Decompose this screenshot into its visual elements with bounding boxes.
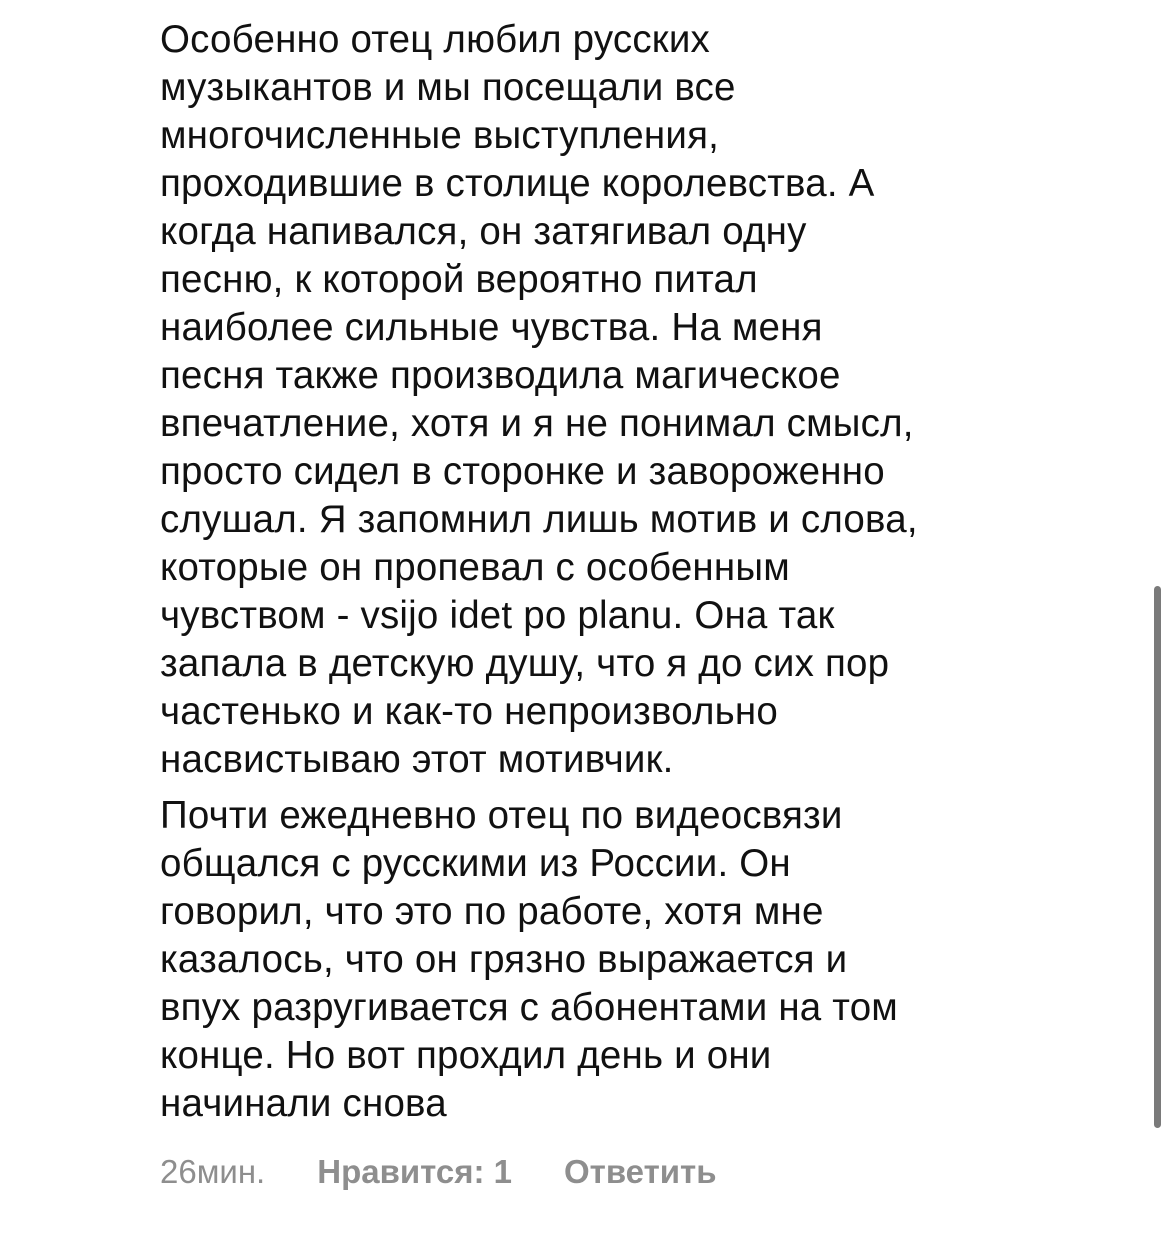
text-line: наиболее сильные чувства. На меня: [160, 306, 823, 349]
text-line: просто сидел в сторонке и завороженно: [160, 450, 885, 493]
text-line: говорил, что это по работе, хотя мне: [160, 890, 824, 933]
text-line: начинали снова: [160, 1082, 447, 1125]
text-line: многочисленные выступления,: [160, 114, 720, 157]
likes-count-button[interactable]: Нравится: 1: [317, 1153, 512, 1190]
text-line: конце. Но вот прохдил день и они: [160, 1034, 772, 1077]
text-line: когда напивался, он затягивал одну: [160, 210, 807, 253]
comment-meta: [160, 1150, 717, 1194]
comment-paragraph: [160, 16, 1040, 784]
comment-text: [160, 16, 1040, 1128]
text-line: песню, к которой вероятно питал: [160, 258, 758, 301]
text-line: Особенно отец любил русских: [160, 18, 710, 61]
text-line: слушал. Я запомнил лишь мотив и слова,: [160, 498, 918, 541]
text-line: впечатление, хотя и я не понимал смысл,: [160, 402, 914, 445]
reply-button[interactable]: Ответить: [564, 1153, 717, 1190]
text-line: проходившие в столице королевства. А: [160, 162, 875, 205]
scrollbar[interactable]: [1154, 586, 1161, 1128]
text-line: музыкантов и мы посещали все: [160, 66, 736, 109]
comment-paragraph: [160, 792, 1040, 1128]
text-line: Почти ежедневно отец по видеосвязи: [160, 794, 843, 837]
text-line: частенько и как-то непроизвольно: [160, 690, 779, 733]
text-line: впух разругивается с абонентами на том: [160, 986, 898, 1029]
text-line: запала в детскую душу, что я до сих пор: [160, 642, 890, 685]
text-line: чувством - vsijo idet po planu. Она так: [160, 594, 835, 637]
text-line: казалось, что он грязно выражается и: [160, 938, 848, 981]
text-line: общался с русскими из России. Он: [160, 842, 791, 885]
text-line: которые он пропевал с особенным: [160, 546, 790, 589]
comment-timestamp: 26мин.: [160, 1153, 266, 1190]
text-line: насвистываю этот мотивчик.: [160, 738, 674, 781]
text-line: песня также производила магическое: [160, 354, 841, 397]
